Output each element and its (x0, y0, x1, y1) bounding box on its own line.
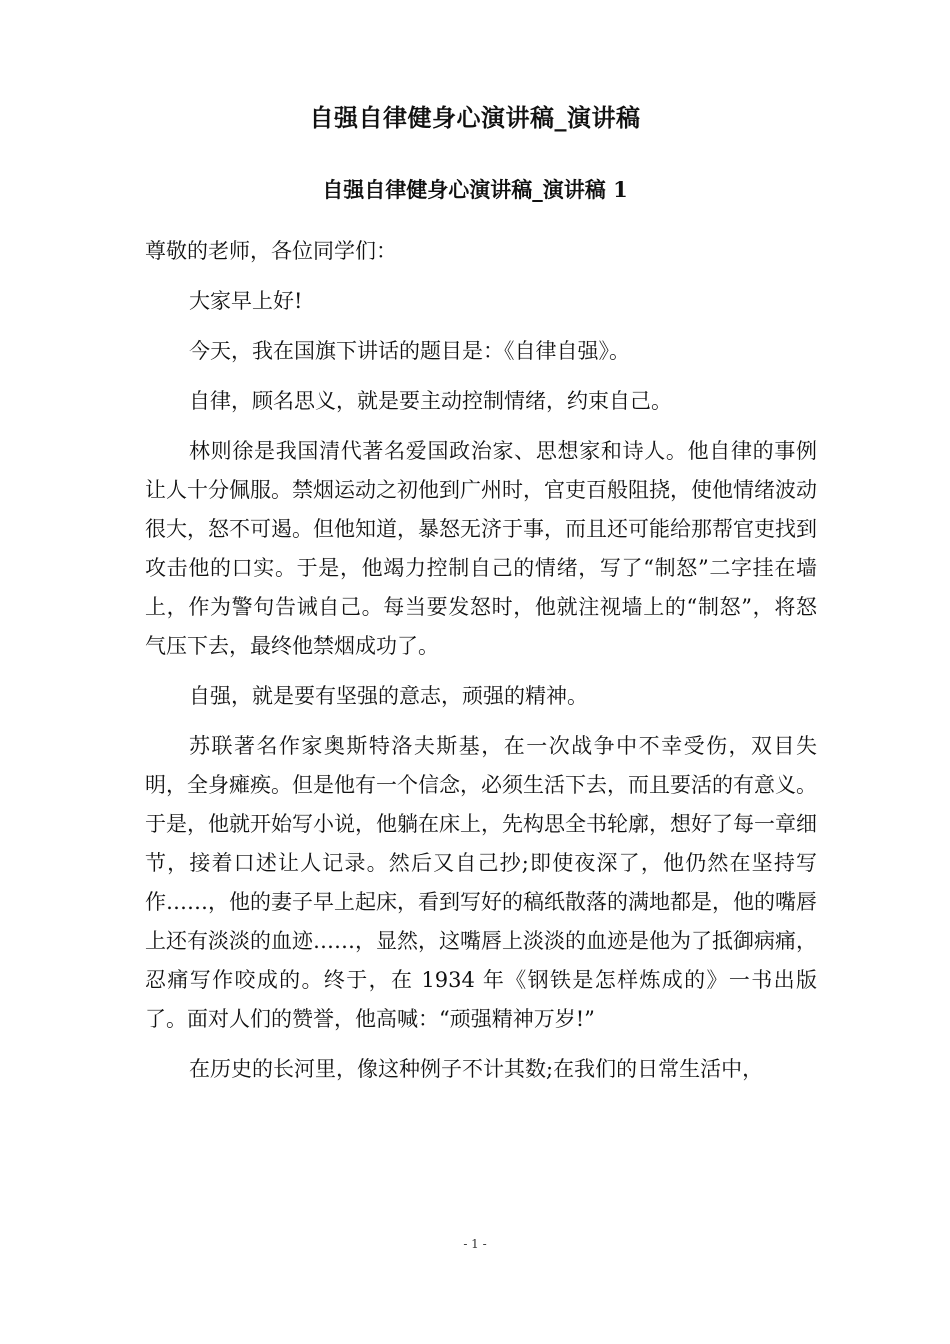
lin-zexu-example-paragraph: 林则徐是我国清代著名爱国政治家、思想家和诗人。他自律的事例让人十分佩服。禁烟运动之初他到广州时，官吏百般阻挠，使他情绪波动很大，怒不可遏。但他知道，暴怒无济于事，而且还可能给那帮官吏找到攻击他的口实。于是，他竭力控制自己的情绪，写了“制怒”二字挂在墙上，作为警句告诫自己。每当要发怒时，他就注视墙上的“制怒”，将怒气压下去，最终他禁烟成功了。 (145, 439, 817, 658)
self-discipline-definition-paragraph: 自律，顾名思义，就是要主动控制情绪，约束自己。 (189, 389, 672, 413)
section-heading: 自强自律健身心演讲稿_演讲稿 1 (322, 177, 628, 202)
page-number: - 1 - (463, 1237, 487, 1251)
self-strength-definition-paragraph: 自强，就是要有坚强的意志，顽强的精神。 (189, 684, 588, 708)
ostrovsky-example-paragraph: 苏联著名作家奥斯特洛夫斯基，在一次战争中不幸受伤，双目失明，全身瘫痪。但是他有一个信念，必须生活下去，而且要活的有意义。于是，他就开始写小说，他躺在床上，先构思全书轮廓，想好了每一章细节，接着口述让人记录。然后又自己抄;即使夜深了，他仍然在坚持写作……，他的妻子早上起床，看到写好的稿纸散落的满地都是，他的嘴唇上还有淡淡的血迹……，显然，这嘴唇上淡淡的血迹是他为了抵御病痛，忍痛写作咬成的。终于，在 1934 年《钢铁是怎样炼成的》一书出版了。面对人们的赞誉，他高喊：“顽强精神万岁!” (145, 734, 817, 1031)
greeting-paragraph: 大家早上好! (189, 289, 303, 313)
document-title: 自强自律健身心演讲稿_演讲稿 (309, 103, 641, 132)
topic-paragraph: 今天，我在国旗下讲话的题目是：《自律自强》。 (189, 339, 630, 363)
salutation-paragraph: 尊敬的老师，各位同学们： (145, 239, 397, 263)
document-body (145, 232, 817, 1100)
history-paragraph: 在历史的长河里，像这种例子不计其数;在我们的日常生活中， (189, 1057, 764, 1081)
